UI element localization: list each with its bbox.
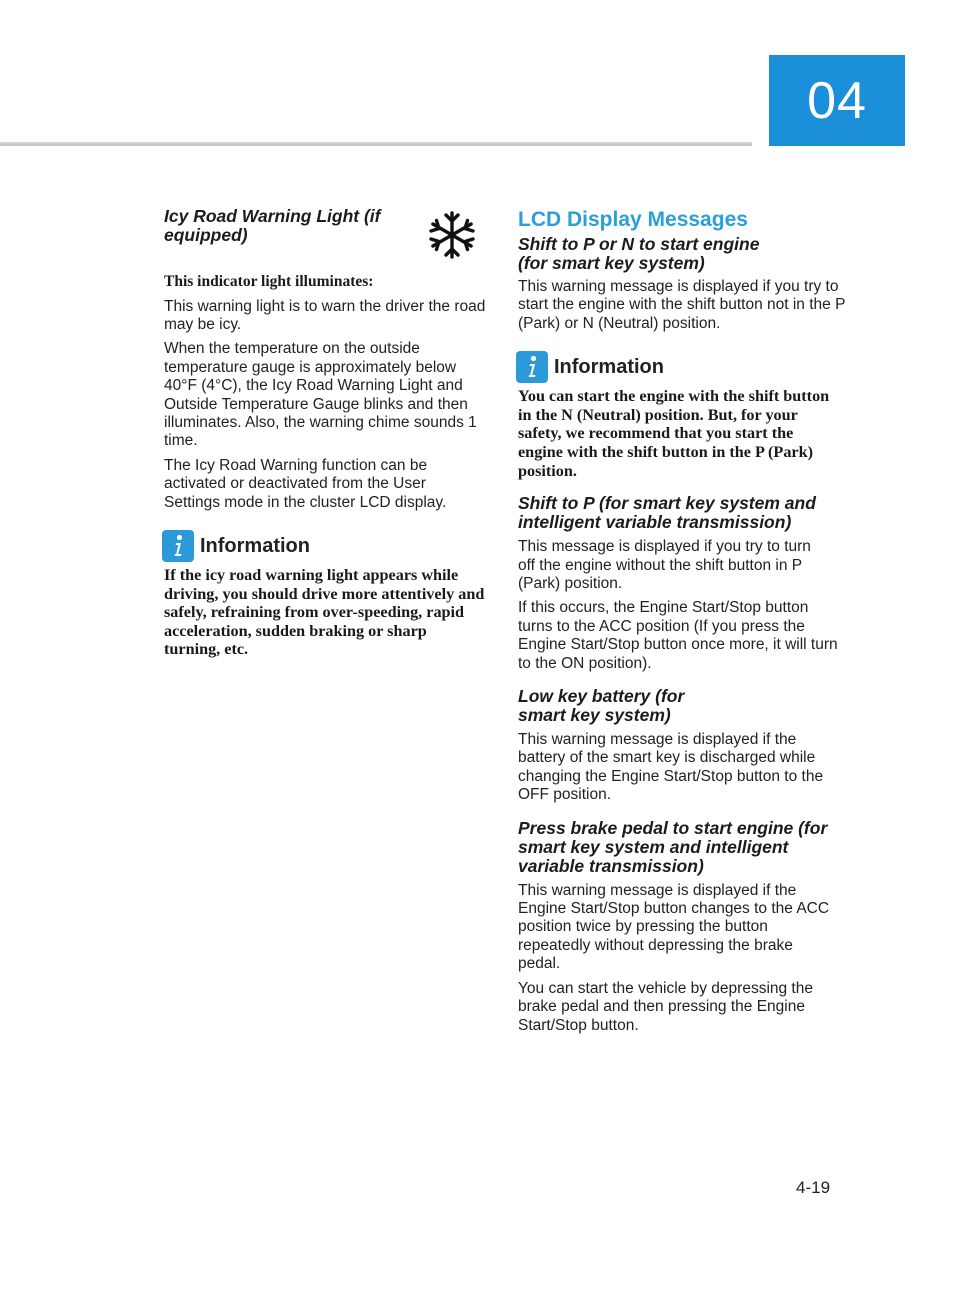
snowflake-icon [426, 209, 478, 261]
icy-road-paragraph-2: When the temperature on the outside temperature gauge is approximately below 40°F (4°C), the Icy Road Warning Light and Outside Temperature Gauge blinks and then illuminates. Also, the warning chime sounds 1 time. [164, 340, 477, 450]
chapter-tab: 04 [769, 55, 905, 146]
press-brake-title: Press brake pedal to start engine (for smart key system and intelligent variable transmission) [518, 817, 828, 876]
low-key-battery-paragraph: This warning message is displayed if the battery of the smart key is discharged while changing the Engine Start/Stop button to the OFF position. [518, 731, 824, 804]
info-text-left: If the icy road warning light appears while driving, you should drive more attentively and safely, refraining from over-speeding, rapid acceleration, sudden braking or sharp turning, etc. [164, 566, 485, 659]
shift-p-paragraph-1: This message is displayed if you try to turn off the engine without the shift button in P (Park) position. [518, 538, 811, 592]
info-icon [162, 530, 194, 562]
info-text-right: You can start the engine with the shift button in the N (Neutral) position. But, for your safety, we recommend that you start the engine with the shift button in the P (Park) position. [518, 387, 830, 480]
icy-road-paragraph-1: This warning light is to warn the driver the road may be icy. [164, 297, 486, 333]
icy-road-title: Icy Road Warning Light (if equipped) [164, 206, 381, 245]
right-column [518, 207, 846, 1041]
section-title: LCD Display Messages [518, 208, 748, 231]
info-header-right [516, 351, 846, 383]
info-icon [516, 351, 548, 383]
shift-p-n-title: Shift to P or N to start engine (for smart key system) [518, 234, 760, 273]
press-brake-paragraph-1: This warning message is displayed if the Engine Start/Stop button changes to the ACC position twice by pressing the button repeatedly without depressing the brake pedal. [518, 881, 830, 973]
info-title-left: Information [200, 534, 310, 557]
shift-p-paragraph-2: If this occurs, the Engine Start/Stop button turns to the ACC position (If you press the Engine Start/Stop button once more, it will turn to the ON position). [518, 599, 838, 672]
press-brake-paragraph-2: You can start the vehicle by depressing the brake pedal and then pressing the Engine Start/Stop button. [518, 979, 813, 1034]
shift-p-title: Shift to P (for smart key system and intelligent variable transmission) [518, 493, 816, 533]
icy-road-paragraph-3: The Icy Road Warning function can be activated or deactivated from the User Settings mode in the cluster LCD display. [164, 456, 447, 511]
icy-road-subtitle: This indicator light illuminates: [164, 273, 374, 290]
page-number: 4-19 [796, 1178, 831, 1197]
shift-p-n-paragraph: This warning message is displayed if you try to start the engine with the shift button not in the P (Park) or N (Neutral) position. [518, 278, 846, 332]
info-title-right: Information [554, 355, 664, 378]
header-rule [0, 142, 752, 146]
icy-road-header [164, 207, 486, 267]
left-column [164, 207, 486, 659]
info-header-left [162, 530, 486, 562]
low-key-battery-title: Low key battery (for smart key system) [518, 686, 685, 726]
